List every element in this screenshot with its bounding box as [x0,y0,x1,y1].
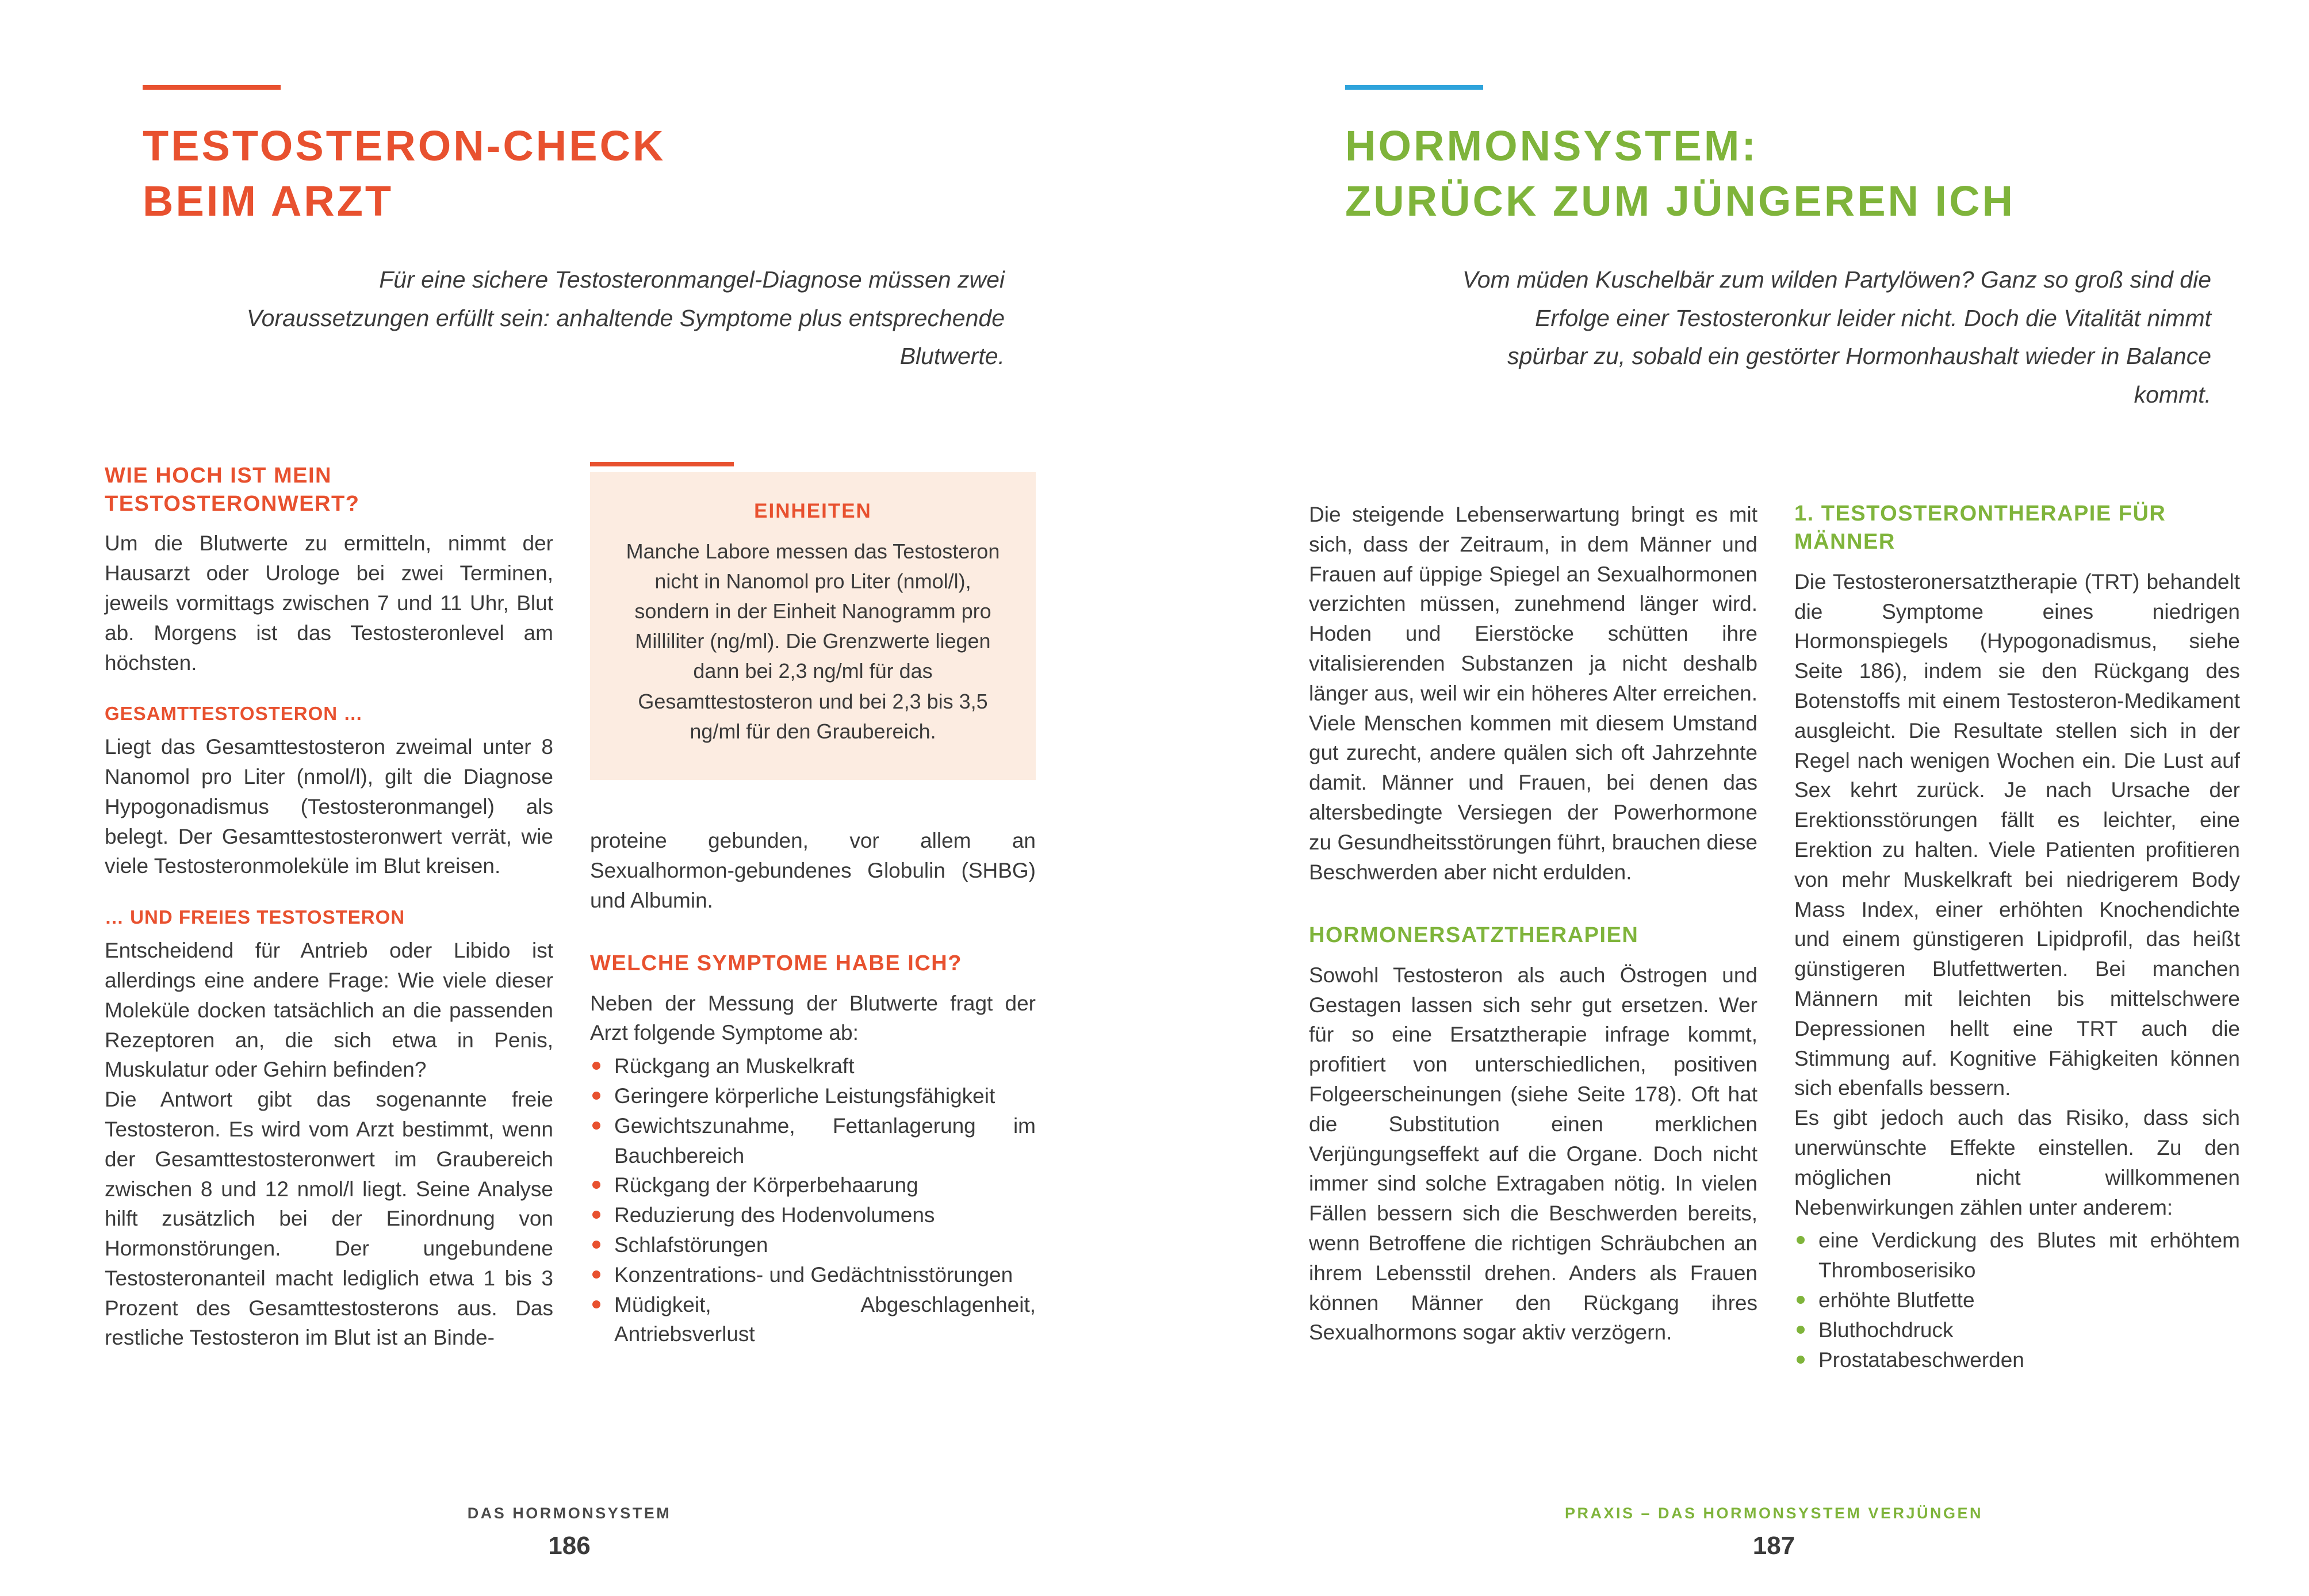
left-page-column-2 [590,462,1036,1350]
list-item: Müdigkeit, Abgeschlagenheit, Antriebsverlust [590,1290,1036,1350]
list-item: Bluthochdruck [1794,1315,2240,1345]
list-item: Rückgang an Muskelkraft [590,1051,1036,1081]
paragraph-gesamttestosteron: Liegt das Gesamttestosteron zweimal unter 8 Nanomol pro Liter (nmol/l), gilt die Diagnose Hypogonadismus (Testosteronmangel) als belegt. Der Gesamttestosteronwert verrät, wie viele Testosteronmoleküle im Blut kreisen. [105,735,553,878]
symptom-list [590,1051,1036,1349]
infobox-rule-orange [590,462,734,466]
section-heading-symptome: WELCHE SYMPTOME HABE ICH? [590,951,962,976]
paragraph-trt-1: Die Testosteronersatztherapie (TRT) behandelt die Symptome eines niedrigen Hormonspiegels (Hypogonadismus, siehe Seite 186), indem sie den Rückgang des Botenstoffs mit einem Testosteron-Medikament ausgleicht. Die Resultate stellen sich in der Regel nach wenigen Wochen ein. Die Lust auf Sex kehrt zurück. Je nach Ursache der Erektionsstörungen fällt es leichter, eine Erektion zu halten. Viele Patienten profitieren von mehr Muskelkraft bei niedrigerem Body Mass Index, einer erhöhten Knochendichte und einem günstigeren Lipidprofil, das heißt günstigeren Blutfettwerten. Bei manchen Männern mit leichten bis mittelschwere Depressionen hellt eine TRT auch die Stimmung auf. Kognitive Fähigkeiten können sich ebenfalls bessern. [1794,569,2240,1100]
list-item: Rückgang der Körperbehaarung [590,1170,1036,1200]
paragraph-blutwerte: Um die Blutwerte zu ermitteln, nimmt der Hausarzt oder Urologe bei zwei Terminen, jeweils vormittags zwischen 7 und 11 Uhr, Blut ab. Morgens ist das Testosteronlevel am höchsten. [105,531,553,675]
side-effects-list [1794,1226,2240,1375]
page-title-right [1345,118,2239,229]
paragraph-trt-2: Es gibt jedoch auch das Risiko, dass sich unerwünschte Effekte einstellen. Zu den möglichen nicht willkommenen Nebenwirkungen zählen unter anderem: [1794,1106,2240,1219]
paragraph-ersatztherapie: Sowohl Testosteron als auch Östrogen und Gestagen lassen sich sehr gut ersetzen. Wer für so eine Ersatztherapie infrage kommt, profitiert von unterschiedlichen, positiven Folgeerscheinungen (siehe Seite 178). Oft hat die Substitution einen merklichen Verjüngungseffekt auf die Organe. Doch nicht immer sind solche Extragaben nötig. In vielen Fällen bessern sich die Beschwerden bereits, wenn Betroffene die richtigen Schräubchen an ihrem Lebensstil drehen. Anders als Frauen können Männer den Rückgang ihres Sexualhormons sogar aktiv verzögern. [1309,963,1757,1345]
list-item: Prostatabeschwerden [1794,1345,2240,1375]
footer-runner-right: PRAXIS – DAS HORMONSYSTEM VERJÜNGEN [1564,1505,1983,1522]
page-title-right-line1: HORMONSYSTEM: [1345,122,1758,170]
page-number-right: 187 [1752,1532,1795,1560]
paragraph-freies-testosteron-2: Die Antwort gibt das sogenannte freie Testosteron. Es wird vom Arzt bestimmt, wenn der Gesamttestosteronwert im Graubereich zwischen 8 und 12 nmol/l liegt. Seine Analyse hilft zusätzlich bei der Einordnung von Hormonstörungen. Der ungebundene Testosteronanteil macht lediglich etwa 1 bis 3 Prozent des Gesamttestosterons aus. Das restliche Testosteron im Blut ist an Binde- [105,1088,553,1350]
footer-right [1309,1505,2239,1560]
section-heading-testosteronwert: WIE HOCH IST MEIN TESTOSTERONWERT? [105,463,360,516]
footer-runner-left: DAS HORMONSYSTEM [467,1505,672,1522]
intro-text-left: Für eine sichere Testosteronmangel-Diagnose müssen zwei Voraussetzungen erfüllt sein: anhaltende Symptome plus entsprechende Blutwerte. [246,266,1005,370]
subheading-gesamttestosteron: GESAMTTESTOSTERON … [105,703,363,725]
section-heading-testosterontherapie: 1. TESTOSTERONTHERAPIE FÜR MÄNNER [1794,502,2166,554]
section-heading-hormonersatztherapien: HORMONERSATZTHERAPIEN [1309,923,1639,948]
subheading-freies-testosteron: … UND FREIES TESTOSTERON [105,906,405,928]
list-item: erhöhte Blutfette [1794,1285,2240,1315]
page-title-left [143,118,1034,229]
page-right [1155,0,2309,1596]
page-left [0,0,1154,1596]
right-page-column-2 [1794,500,2240,1375]
page-title-left-line2: BEIM ARZT [143,177,394,225]
paragraph-symptome-intro: Neben der Messung der Blutwerte fragt der Arzt folgende Symptome ab: [590,991,1036,1045]
title-rule-blue [1345,85,1483,90]
left-title-block [143,85,1034,229]
page-number-left: 186 [548,1532,591,1560]
list-item: Konzentrations- und Gedächtnisstörungen [590,1260,1036,1290]
infobox-einheiten [590,472,1036,780]
footer-left [105,1505,1034,1560]
list-item: eine Verdickung des Blutes mit erhöhtem Thromboserisiko [1794,1226,2240,1285]
page-title-right-line2: ZURÜCK ZUM JÜNGEREN ICH [1345,177,2015,225]
right-title-block [1345,85,2239,229]
left-page-column-1 [105,462,553,1353]
paragraph-continuation: proteine gebunden, vor allem an Sexualhormon-gebundenes Globulin (SHBG) und Albumin. [590,828,1036,912]
right-page-column-1 [1309,500,1757,1348]
page-title-left-line1: TESTOSTERON-CHECK [143,122,666,170]
right-page-columns [1309,500,2239,1375]
infobox-body: Manche Labore messen das Testosteron nicht in Nanomol pro Liter (nmol/l), sondern in der Einheit Nanogramm pro Milliliter (ng/ml). Die Grenzwerte liegen dann bei 2,3 ng/ml für das Gesamttestosteron und bei 2,3 bis 3,5 ng/ml für den Graubereich. [626,539,1000,743]
paragraph-freies-testosteron-1: Entscheidend für Antrieb oder Libido ist allerdings eine andere Frage: Wie viele dieser Moleküle docken tatsächlich an die passenden Rezeptoren an, die sich etwa in Penis, Muskulatur oder Gehirn befinden? [105,939,553,1082]
list-item: Geringere körperliche Leistungsfähigkeit [590,1081,1036,1111]
title-rule-orange [143,85,281,90]
paragraph-lebenserwartung: Die steigende Lebenserwartung bringt es mit sich, dass der Zeitraum, in dem Männer und Frauen auf üppige Spiegel an Sexualhormonen verzichten müssen, zunehmend länger wird. Hoden und Eierstöcke schütten ihre vitalisierenden Substanzen ja nicht deshalb länger aus, weil wir ein höheres Alter erreichen. Viele Menschen kommen mit diesem Umstand gut zurecht, andere quälen sich oft Jahrzehnte damit. Männer und Frauen, bei denen das altersbedingte Versiegen der Powerhormone zu Gesundheitsstörungen führt, brauchen diese Beschwerden aber nicht erdulden. [1309,503,1757,884]
infobox-title: EINHEITEN [754,499,872,522]
intro-text-right: Vom müden Kuschelbär zum wilden Partylöwen? Ganz so groß sind die Erfolge einer Testosteronkur leider nicht. Doch die Vitalität nimmt spürbar zu, sobald ein gestörter Hormonhaushalt wieder in Balance kommt. [1462,266,2211,408]
list-item: Gewichtszunahme, Fettanlagerung im Bauchbereich [590,1111,1036,1171]
list-item: Schlafstörungen [590,1230,1036,1260]
left-page-columns [105,462,1034,1353]
list-item: Reduzierung des Hodenvolumens [590,1200,1036,1230]
